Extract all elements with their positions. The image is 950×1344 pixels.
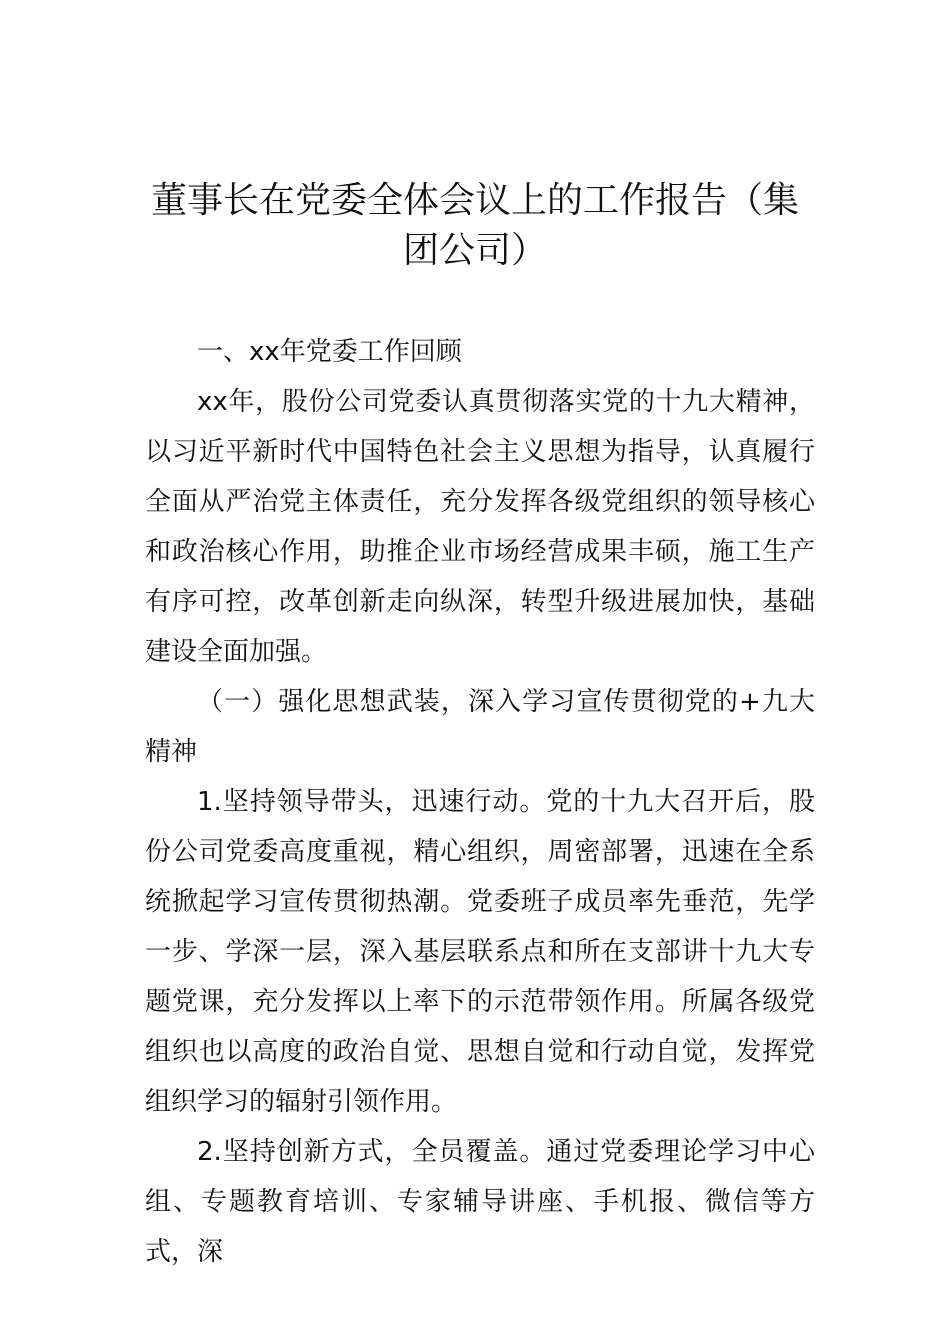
document-body <box>145 327 815 1277</box>
subsection-heading: （一）强化思想武装，深入学习宣传贯彻党的+九大精神 <box>145 687 815 767</box>
section-heading: 一、xx年党委工作回顾 <box>197 337 462 367</box>
paragraph-item-1: 1.坚持领导带头，迅速行动。党的十九大召开后，股份公司党委高度重视，精心组织，周密部署，迅速在全系统掀起学习宣传贯彻热潮。党委班子成员率先垂范，先学一步、学深一层，深入基层联系点和所在支部讲十九大专题党课，充分发挥以上率下的示范带领作用。所属各级党组织也以高度的政治自觉、思想自觉和行动自觉，发挥党组织学习的辐射引领作用。 <box>145 787 815 1117</box>
paragraph-item-2: 2.坚持创新方式，全员覆盖。通过党委理论学习中心组、专题教育培训、专家辅导讲座、手机报、微信等方式，深 <box>145 1137 815 1267</box>
document-title: 董事长在党委全体会议上的工作报告（集团公司） <box>150 180 799 271</box>
paragraph-intro: xx年，股份公司党委认真贯彻落实党的十九大精神，以习近平新时代中国特色社会主义思想为指导，认真履行全面从严治党主体责任，充分发挥各级党组织的领导核心和政治核心作用，助推企业市场经营成果丰硕，施工生产有序可控，改革创新走向纵深，转型升级进展加快，基础建设全面加强。 <box>145 387 815 667</box>
